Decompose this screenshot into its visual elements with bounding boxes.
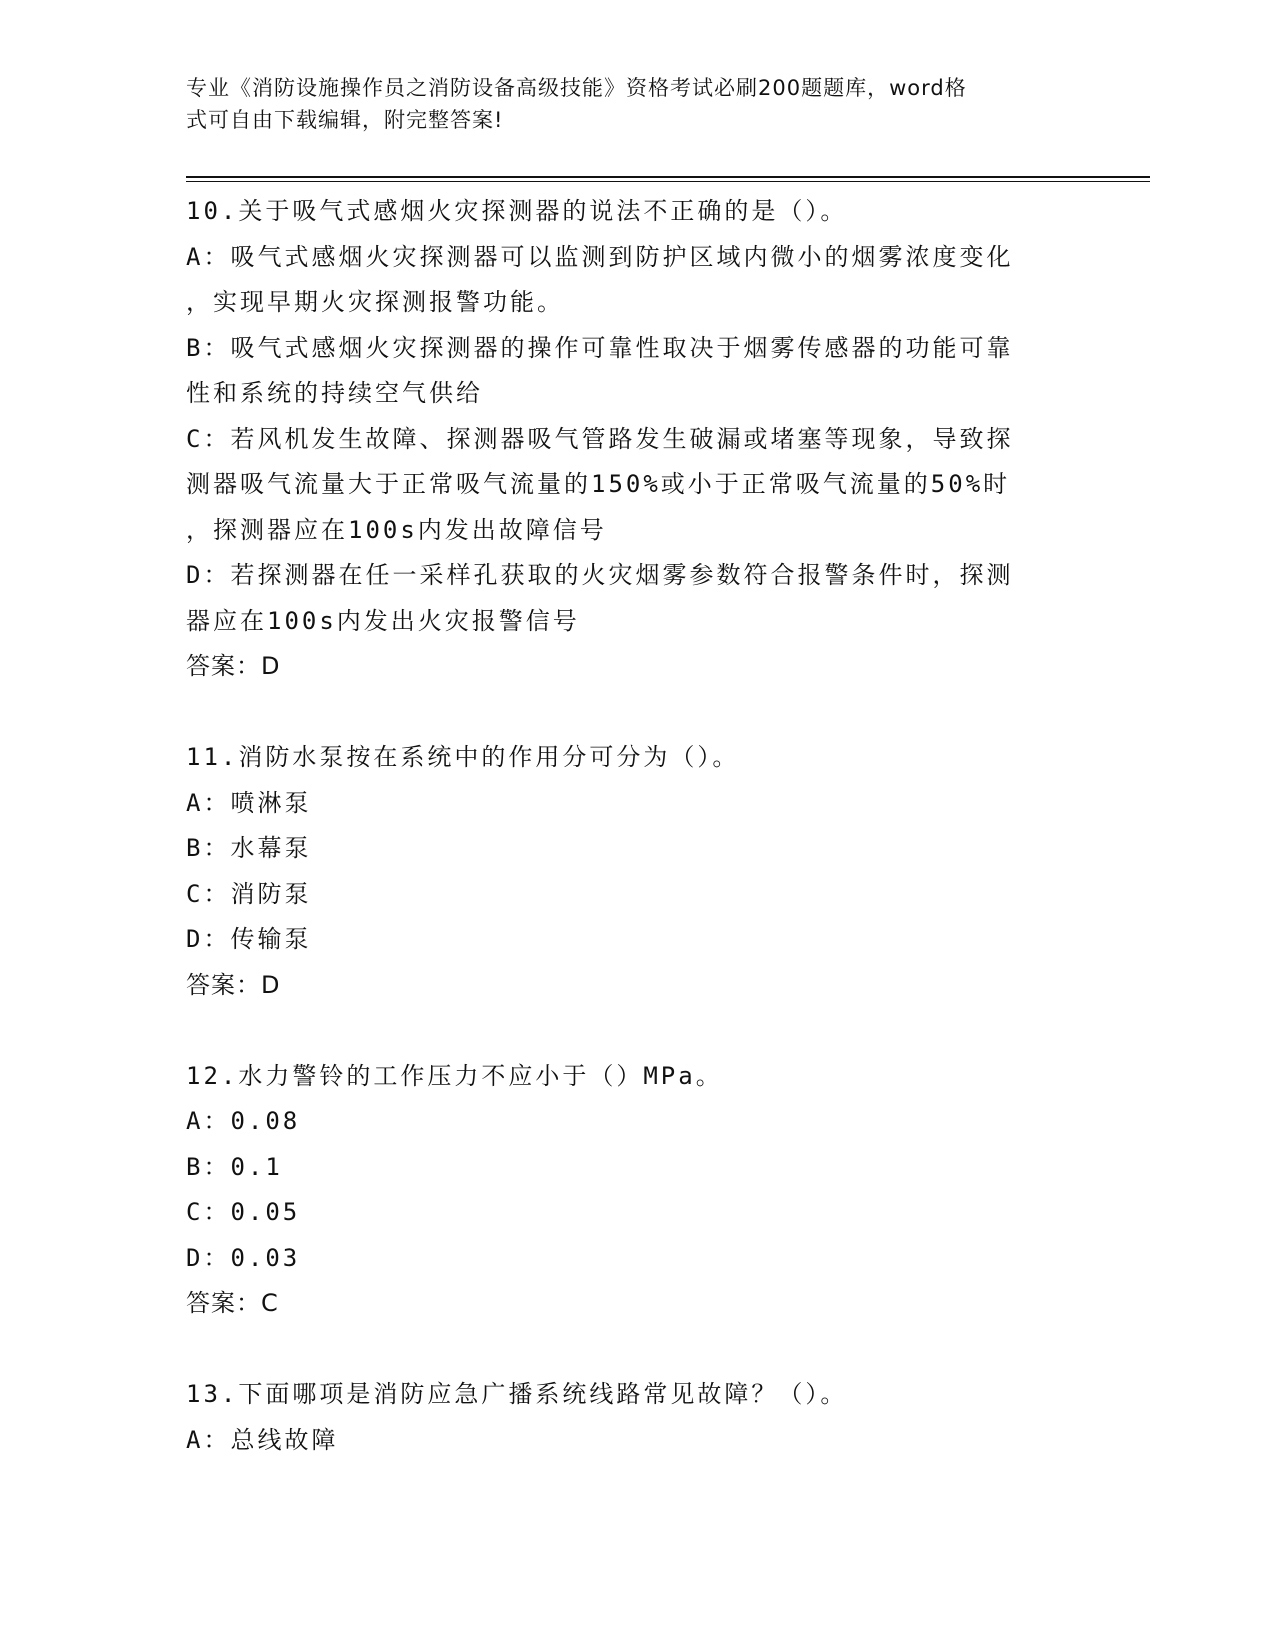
question-list — [186, 189, 1076, 1463]
option-b: B：0.1 — [186, 1152, 283, 1181]
option-b: B：水幕泵 — [186, 834, 312, 862]
question-spacer — [186, 1327, 1076, 1373]
option-b: B：吸气式感烟火灾探测器的操作可靠性取决于烟雾传感器的功能可靠 — [186, 333, 1014, 362]
option-a: A：喷淋泵 — [186, 788, 312, 817]
question-block — [186, 735, 1076, 1008]
question-spacer — [186, 690, 1076, 736]
option-d: D：若探测器在任一采样孔获取的火灾烟雾参数符合报警条件时，探测 — [186, 561, 1014, 589]
option-a: A：0.08 — [186, 1107, 301, 1135]
answer-line: 答案：C — [186, 1289, 279, 1317]
option-d: D：传输泵 — [186, 925, 312, 953]
question-stem: 10.关于吸气式感烟火灾探测器的说法不正确的是（）。 — [186, 197, 848, 225]
option-d: D：0.03 — [186, 1243, 301, 1272]
header-divider-thin — [186, 181, 1150, 182]
answer-line: 答案：D — [186, 970, 281, 999]
header-divider-thick — [186, 176, 1150, 178]
question-spacer — [186, 1008, 1076, 1054]
question-block — [186, 189, 1076, 690]
option-c-continued: 测器吸气流量大于正常吸气流量的150%或小于正常吸气流量的50%时 — [186, 470, 1011, 498]
question-block — [186, 1054, 1076, 1327]
option-a-continued: ，实现早期火灾探测报警功能。 — [186, 288, 564, 316]
document-header — [186, 72, 1066, 136]
option-a: A：吸气式感烟火灾探测器可以监测到防护区域内微小的烟雾浓度变化 — [186, 242, 1014, 271]
header-line-1: 专业《消防设施操作员之消防设备高级技能》资格考试必刷200题题库，word格 — [186, 76, 967, 100]
question-stem: 13.下面哪项是消防应急广播系统线路常见故障？（）。 — [186, 1380, 848, 1408]
option-c-continued: ，探测器应在100s内发出故障信号 — [186, 515, 607, 544]
option-d-continued: 器应在100s内发出火灾报警信号 — [186, 606, 580, 635]
option-c: C：0.05 — [186, 1198, 301, 1226]
option-c: C：消防泵 — [186, 879, 312, 908]
question-stem: 11.消防水泵按在系统中的作用分可分为（）。 — [186, 743, 740, 771]
option-c: C：若风机发生故障、探测器吸气管路发生破漏或堵塞等现象，导致探 — [186, 424, 1014, 453]
answer-line: 答案：D — [186, 652, 281, 680]
question-block — [186, 1372, 1076, 1463]
question-stem: 12.水力警铃的工作压力不应小于（）MPa。 — [186, 1061, 723, 1090]
option-a: A：总线故障 — [186, 1425, 339, 1454]
header-line-2: 式可自由下载编辑，附完整答案! — [186, 108, 504, 132]
option-b-continued: 性和系统的持续空气供给 — [186, 379, 483, 407]
